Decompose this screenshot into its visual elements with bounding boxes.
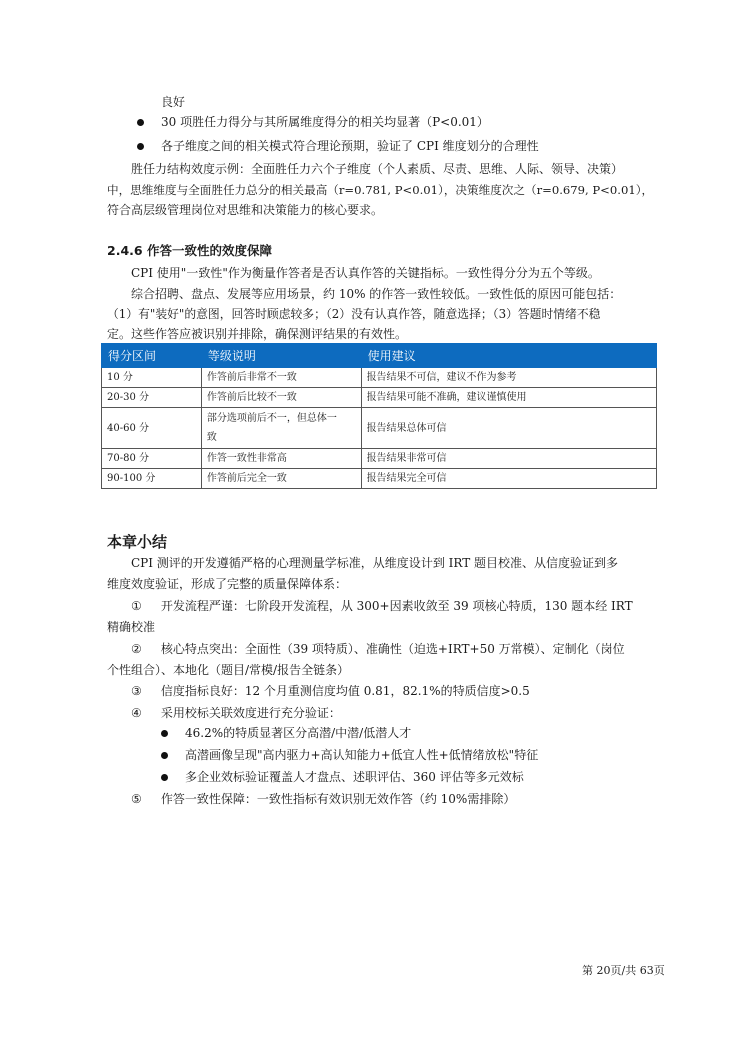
paragraph-line: 定。这些作答应被识别并排除，确保测评结果的有效性。 — [107, 327, 408, 341]
page-number: 第 20页/共 63页 — [582, 964, 665, 977]
item-text: 核心特点突出：全面性（39 项特质）、准确性（迫选+IRT+50 万常模）、定制化（岗位 — [160, 642, 625, 656]
item-text: 采用校标关联效度进行充分验证： — [160, 706, 341, 720]
table-cell-line: 部分选项前后不一，但总体一 — [206, 413, 337, 424]
table-cell: 报告结果非常可信 — [361, 449, 656, 469]
table-cell-line: 致 — [206, 432, 217, 443]
bullet-item: 30 项胜任力得分与其所属维度得分的相关均显著（P<0.01） — [161, 115, 489, 129]
table-cell: 作答一致性非常高 — [201, 449, 361, 469]
paragraph-line: CPI 测评的开发遵循严格的心理测量学标准，从维度设计到 IRT 题目校准、从信度验证到多 — [131, 556, 619, 570]
paragraph-line: 符合高层级管理岗位对思维和决策能力的核心要求。 — [107, 203, 384, 217]
paragraph-line: 综合招聘、盘点、发展等应用场景，约 10% 的作答一致性较低。一致性低的原因可能包括： — [131, 287, 622, 301]
table-cell: 40-60 分 — [102, 408, 202, 449]
bullet-icon — [137, 119, 144, 126]
table-header-row — [102, 344, 657, 368]
table-cell: 70-80 分 — [102, 449, 202, 469]
column-header: 使用建议 — [361, 344, 656, 368]
table-row — [102, 469, 657, 489]
table-cell: 作答前后非常不一致 — [201, 368, 361, 388]
table-cell: 作答前后比较不一致 — [201, 388, 361, 408]
item-number: ③ — [131, 684, 142, 698]
table-cell: 90-100 分 — [102, 469, 202, 489]
bullet-item: 各子维度之间的相关模式符合理论预期，验证了 CPI 维度划分的合理性 — [161, 139, 539, 153]
summary-heading: 本章小结 — [107, 533, 168, 551]
bullet-icon — [137, 143, 144, 150]
item-text: 信度指标良好：12 个月重测信度均值 0.81，82.1%的特质信度>0.5 — [160, 684, 530, 698]
sub-bullet-item: 多企业效标验证覆盖人才盘点、述职评估、360 评估等多元效标 — [185, 770, 524, 784]
bullet-icon — [161, 752, 168, 759]
paragraph-line: 中，思维维度与全面胜任力总分的相关最高（r=0.781, P<0.01），决策维度次之（r=0.679, P<0.01）， — [107, 183, 654, 197]
item-number: ⑤ — [131, 792, 142, 806]
sub-bullet-item: 46.2%的特质显著区分高潜/中潜/低潜人才 — [185, 726, 412, 740]
item-text-continued: 个性组合）、本地化（题目/常模/报告全链条） — [107, 663, 350, 677]
paragraph-line: （1）有"装好"的意图，回答时顾虑较多；（2）没有认真作答，随意选择；（3）答题时情绪不稳 — [107, 307, 601, 321]
paragraph-line: CPI 使用"一致性"作为衡量作答者是否认真作答的关键指标。一致性得分分为五个等级。 — [131, 266, 600, 280]
table-cell: 20-30 分 — [102, 388, 202, 408]
item-text-continued: 精确校准 — [107, 620, 156, 634]
column-header: 等级说明 — [201, 344, 361, 368]
table-cell: 10 分 — [102, 368, 202, 388]
item-text: 作答一致性保障：一致性指标有效识别无效作答（约 10%需排除） — [160, 792, 516, 806]
table-row — [102, 408, 657, 449]
sub-bullet-item: 高潜画像呈现"高内驱力+高认知能力+低宜人性+低情绪放松"特征 — [185, 748, 539, 762]
section-heading: 2.4.6 作答一致性的效度保障 — [107, 243, 272, 258]
table-row — [102, 388, 657, 408]
table-cell: 报告结果不可信，建议不作为参考 — [361, 368, 656, 388]
table-cell: 作答前后完全一致 — [201, 469, 361, 489]
consistency-grade-table — [101, 343, 657, 489]
table-cell: 报告结果总体可信 — [361, 408, 656, 449]
column-header: 得分区间 — [102, 344, 202, 368]
bullet-icon — [161, 730, 168, 737]
table-row — [102, 449, 657, 469]
table-cell: 报告结果可能不准确，建议谨慎使用 — [361, 388, 656, 408]
summary-item — [131, 640, 625, 659]
table-cell: 报告结果完全可信 — [361, 469, 656, 489]
table-row — [102, 368, 657, 388]
item-number: ④ — [131, 706, 142, 720]
continued-text: 良好 — [161, 95, 186, 109]
summary-item — [131, 597, 633, 616]
item-number: ① — [131, 599, 142, 613]
summary-item — [131, 790, 515, 809]
bullet-icon — [161, 774, 168, 781]
item-text: 开发流程严谨：七阶段开发流程，从 300+因素收敛至 39 项核心特质，130 题本经 IRT — [160, 599, 633, 613]
summary-item — [131, 682, 530, 701]
summary-item — [131, 704, 341, 723]
paragraph-line: 胜任力结构效度示例：全面胜任力六个子维度（个人素质、尽责、思维、人际、领导、决策） — [131, 162, 624, 176]
table-cell — [201, 408, 361, 449]
item-number: ② — [131, 642, 142, 656]
paragraph-line: 维度效度验证，形成了完整的质量保障体系： — [107, 577, 348, 591]
